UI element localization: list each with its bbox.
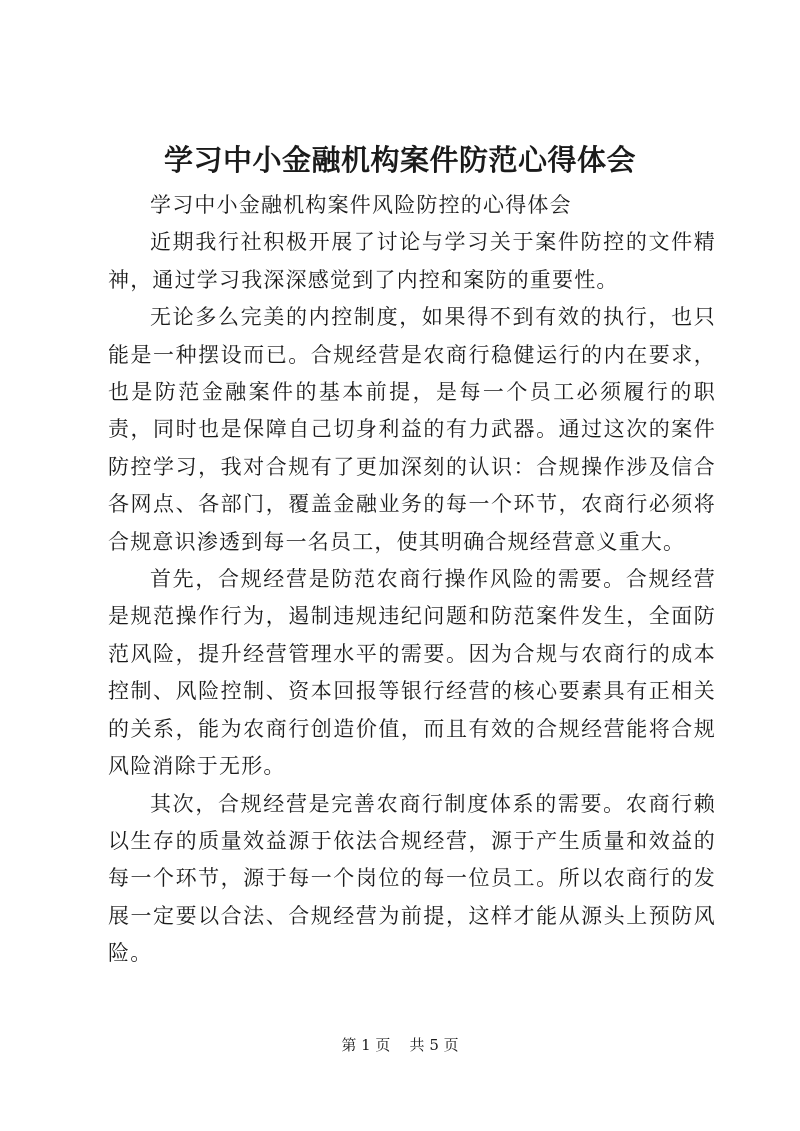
page-title: 学习中小金融机构案件防范心得体会 <box>163 143 636 177</box>
page-total: 共 5 页 <box>409 1036 459 1054</box>
page-number: 第 1 页 <box>341 1036 391 1054</box>
paragraph-1: 近期我行社积极开展了讨论与学习关于案件防控的文件精神，通过学习我深深感觉到了内控和案防的重要性。 <box>108 230 716 292</box>
document-body <box>108 187 716 973</box>
paragraph-3: 首先，合规经营是防范农商行操作风险的需要。合规经营是规范操作行为，遏制违规违纪问题和防范案件发生，全面防范风险，提升经营管理水平的需要。因为合规与农商行的成本控制、风险控制、资本回报等银行经营的核心要素具有正相关的关系，能为农商行创造价值，而且有效的合规经营能将合规风险消除于无形。 <box>108 567 716 779</box>
paragraph-4: 其次，合规经营是完善农商行制度体系的需要。农商行赖以生存的质量效益源于依法合规经营，源于产生质量和效益的每一个环节，源于每一个岗位的每一位员工。所以农商行的发展一定要以合法、合规经营为前提，这样才能从源头上预防风险。 <box>108 791 716 966</box>
paragraph-2: 无论多么完美的内控制度，如果得不到有效的执行，也只能是一种摆设而已。合规经营是农商行稳健运行的内在要求，也是防范金融案件的基本前提，是每一个员工必须履行的职责，同时也是保障自己切身利益的有力武器。通过这次的案件防控学习，我对合规有了更加深刻的认识：合规操作涉及信合各网点、各部门，覆盖金融业务的每一个环节，农商行必须将合规意识渗透到每一名员工，使其明确合规经营意义重大。 <box>108 305 716 554</box>
document-subtitle: 学习中小金融机构案件风险防控的心得体会 <box>150 193 572 217</box>
page-footer <box>0 1035 800 1055</box>
